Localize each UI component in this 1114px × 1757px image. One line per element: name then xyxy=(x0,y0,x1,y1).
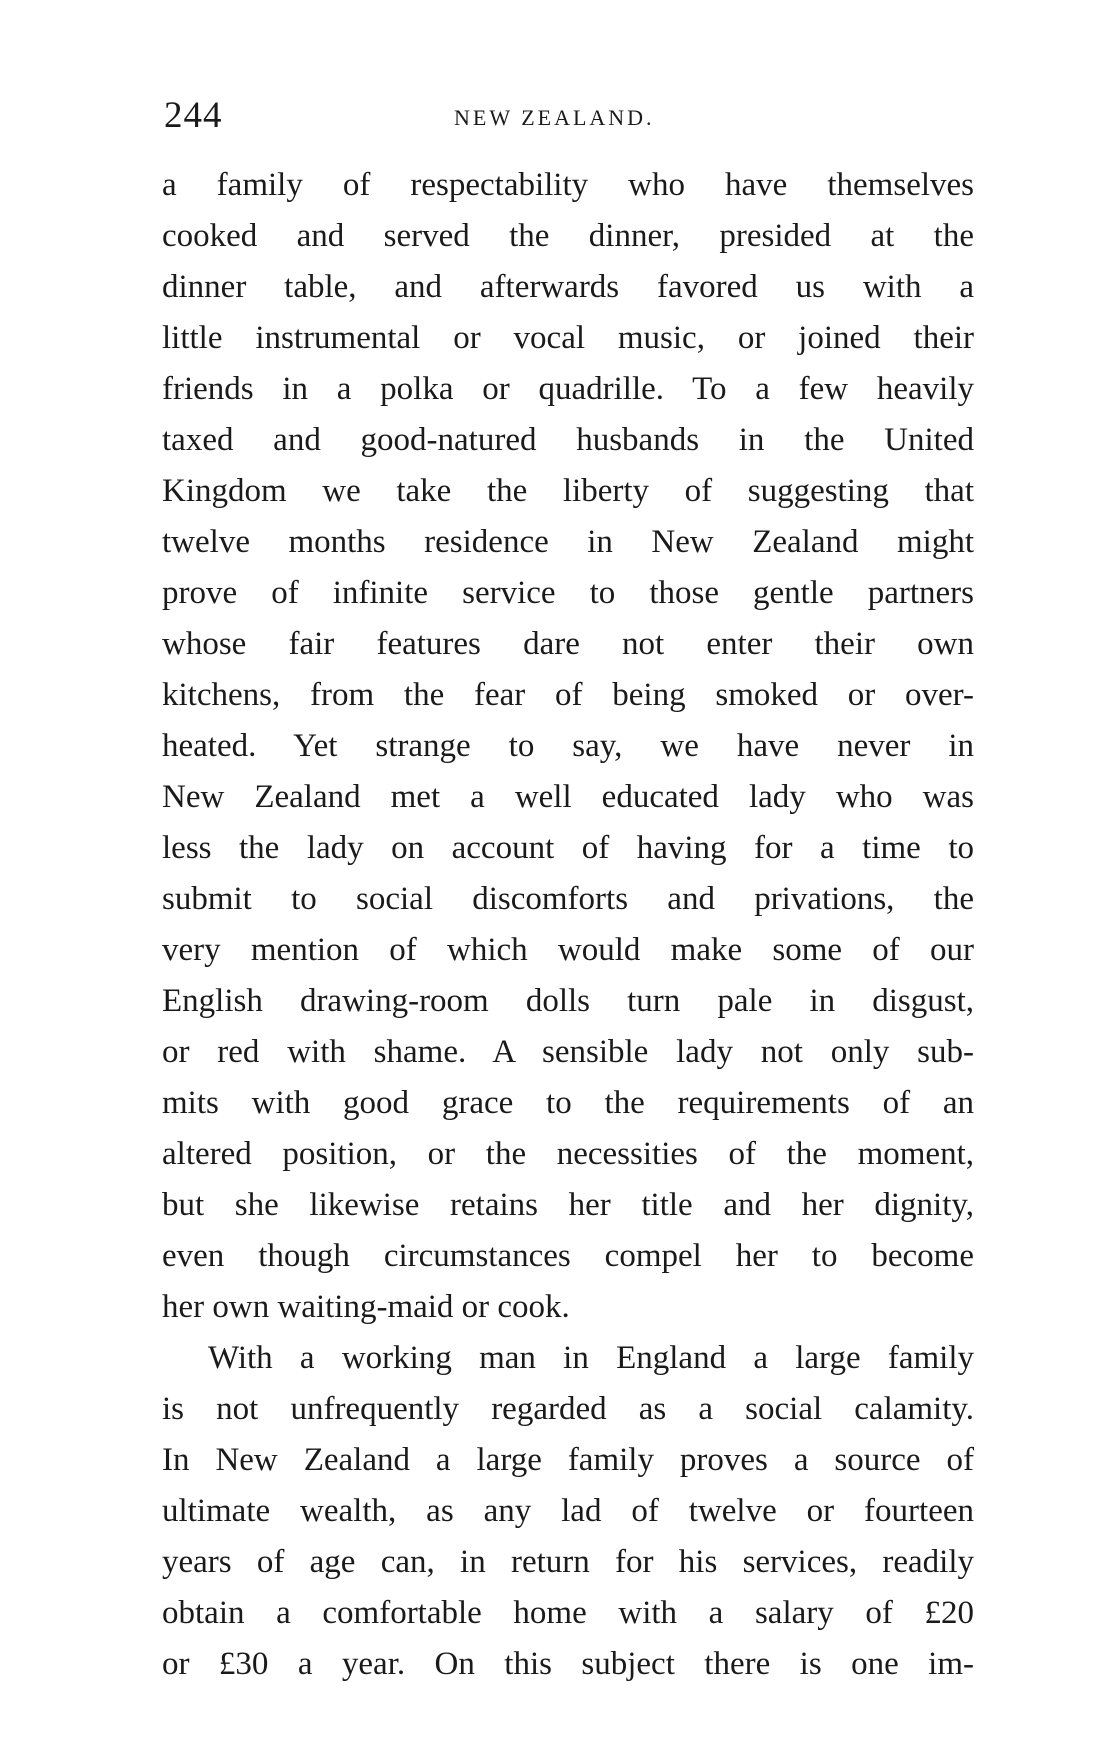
text-line: With a working man in England a large family xyxy=(208,1340,974,1376)
text-line: twelve months residence in New Zealand might xyxy=(162,524,974,560)
running-head: NEW ZEALAND. xyxy=(454,105,655,130)
text-line: New Zealand met a well educated lady who was xyxy=(162,779,974,815)
text-line: kitchens, from the fear of being smoked or over- xyxy=(162,677,974,713)
text-line: obtain a comfortable home with a salary of £20 xyxy=(162,1595,974,1631)
text-line: a family of respectability who have themselves xyxy=(162,167,974,203)
text-line: whose fair features dare not enter their own xyxy=(162,626,974,662)
text-line: altered position, or the necessities of the moment, xyxy=(162,1136,974,1172)
text-line: heated. Yet strange to say, we have never in xyxy=(162,728,974,764)
text-line: cooked and served the dinner, presided at the xyxy=(162,218,974,254)
text-line: little instrumental or vocal music, or joined their xyxy=(162,320,974,356)
text-line: English drawing-room dolls turn pale in disgust, xyxy=(162,983,974,1019)
text-line: very mention of which would make some of our xyxy=(162,932,974,968)
page-header xyxy=(164,92,974,140)
page-number: 244 xyxy=(164,95,223,136)
text-line: ultimate wealth, as any lad of twelve or fourteen xyxy=(162,1493,974,1529)
text-line: her own waiting-maid or cook. xyxy=(162,1289,570,1325)
text-line: but she likewise retains her title and her dignity, xyxy=(162,1187,974,1223)
text-line: is not unfrequently regarded as a social calamity. xyxy=(162,1391,974,1427)
text-line: taxed and good-natured husbands in the United xyxy=(162,422,974,458)
text-line: In New Zealand a large family proves a source of xyxy=(162,1442,974,1478)
text-line: less the lady on account of having for a time to xyxy=(162,830,974,866)
text-line: or £30 a year. On this subject there is one im- xyxy=(162,1646,974,1682)
text-line: or red with shame. A sensible lady not only sub- xyxy=(162,1034,974,1070)
text-line: prove of infinite service to those gentle partners xyxy=(162,575,974,611)
text-line: mits with good grace to the requirements of an xyxy=(162,1085,974,1121)
body-text xyxy=(162,160,974,1690)
text-line: Kingdom we take the liberty of suggesting that xyxy=(162,473,974,509)
text-line: years of age can, in return for his services, readily xyxy=(162,1544,974,1580)
text-line: submit to social discomforts and privations, the xyxy=(162,881,974,917)
text-line: dinner table, and afterwards favored us with a xyxy=(162,269,974,305)
text-line: friends in a polka or quadrille. To a few heavily xyxy=(162,371,974,407)
text-line: even though circumstances compel her to become xyxy=(162,1238,974,1274)
